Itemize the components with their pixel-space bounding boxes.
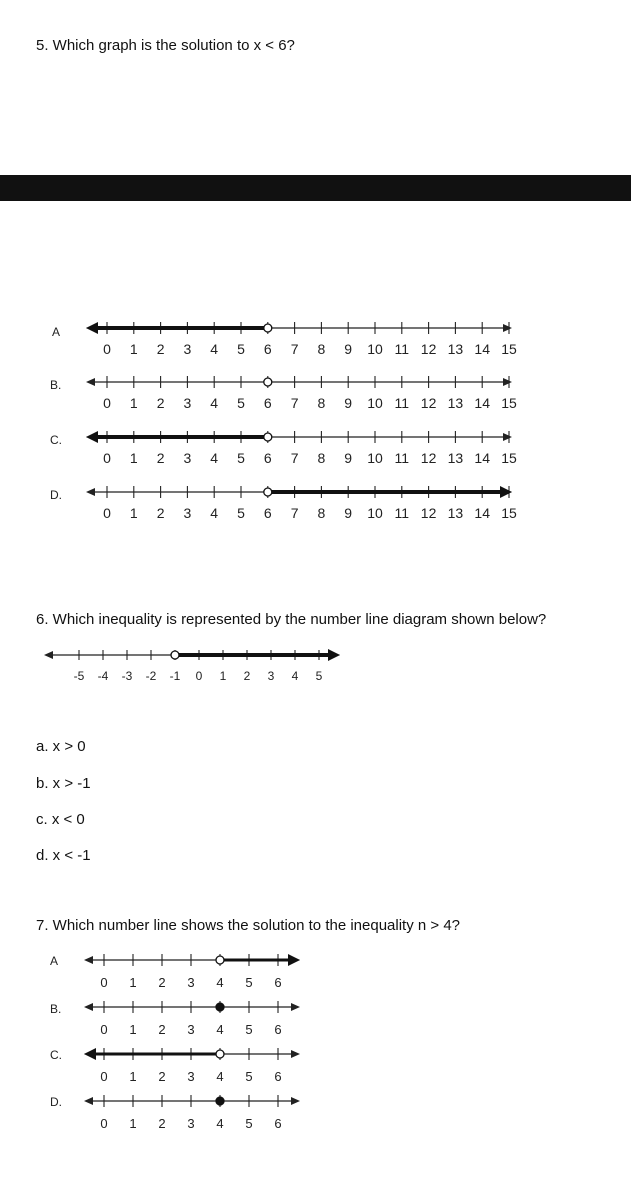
- q7-choice-b-number-line: [80, 997, 310, 1039]
- tick-label: 0: [100, 975, 108, 990]
- question-5-title: 5. Which graph is the solution to x < 6?: [36, 37, 295, 54]
- open-circle-icon: [264, 488, 272, 496]
- right-arrow-icon: [500, 486, 512, 498]
- closed-circle-icon: [216, 1097, 224, 1105]
- right-arrow-icon: [503, 324, 512, 332]
- question-7-title: 7. Which number line shows the solution to the inequality n > 4?: [36, 917, 460, 934]
- tick-label: 8: [317, 505, 326, 521]
- tick-label: 12: [420, 341, 437, 357]
- tick-label: 8: [317, 450, 326, 466]
- tick-label: 15: [501, 505, 517, 521]
- tick-label: 6: [274, 1069, 282, 1084]
- tick-label: -4: [97, 669, 109, 683]
- tick-label: -5: [73, 669, 85, 683]
- tick-label: 1: [129, 505, 138, 521]
- tick-label: 4: [216, 1069, 224, 1084]
- right-arrow-icon: [291, 1050, 300, 1058]
- tick-label: 5: [237, 395, 245, 411]
- open-circle-icon: [264, 378, 272, 386]
- tick-label: 7: [290, 395, 299, 411]
- tick-label: 3: [187, 975, 195, 990]
- right-arrow-icon: [291, 1097, 300, 1105]
- tick-label: 1: [219, 669, 227, 683]
- tick-label: 3: [187, 1069, 195, 1084]
- black-divider-band: [0, 175, 631, 201]
- left-arrow-icon: [86, 488, 95, 496]
- tick-label: 0: [100, 1116, 108, 1131]
- tick-label: 6: [274, 975, 282, 990]
- tick-label: 15: [501, 450, 517, 466]
- q5-choice-a-letter: A: [52, 325, 61, 339]
- q6-number-line: [40, 645, 350, 685]
- tick-label: 5: [237, 505, 245, 521]
- tick-label: 10: [367, 505, 383, 521]
- tick-label: 7: [290, 450, 299, 466]
- open-circle-icon: [264, 324, 272, 332]
- right-arrow-icon: [288, 954, 300, 966]
- tick-label: 2: [156, 341, 165, 357]
- tick-label: 0: [195, 669, 203, 683]
- tick-label: 14: [474, 505, 490, 521]
- q5-choice-b-number-line: [80, 372, 520, 412]
- left-arrow-icon: [44, 651, 53, 659]
- tick-label: 6: [274, 1022, 282, 1037]
- q6-answer-d: d. x < -1: [36, 847, 91, 864]
- tick-label: 3: [187, 1022, 195, 1037]
- tick-label: 5: [245, 1022, 253, 1037]
- left-arrow-icon: [86, 378, 95, 386]
- tick-label: 3: [267, 669, 275, 683]
- tick-label: 7: [290, 341, 299, 357]
- tick-label: 9: [344, 505, 353, 521]
- tick-label: 4: [210, 341, 219, 357]
- closed-circle-icon: [216, 1003, 224, 1011]
- tick-label: 4: [210, 395, 219, 411]
- tick-label: 3: [183, 450, 192, 466]
- tick-label: 9: [344, 395, 353, 411]
- tick-label: 3: [183, 341, 192, 357]
- tick-label: 14: [474, 395, 490, 411]
- q5-choice-a-number-line: [80, 318, 520, 358]
- tick-label: 5: [245, 1116, 253, 1131]
- tick-label: 10: [367, 450, 383, 466]
- tick-label: 14: [474, 450, 490, 466]
- tick-label: 3: [183, 505, 192, 521]
- tick-label: 1: [129, 975, 137, 990]
- right-arrow-icon: [328, 649, 340, 661]
- tick-label: 1: [129, 1116, 137, 1131]
- tick-label: 8: [317, 395, 326, 411]
- tick-label: 10: [367, 341, 383, 357]
- tick-label: 5: [237, 450, 245, 466]
- tick-label: 5: [237, 341, 245, 357]
- open-circle-icon: [171, 651, 179, 659]
- tick-label: 5: [315, 669, 323, 683]
- tick-label: -3: [121, 669, 133, 683]
- q6-answer-a: a. x > 0: [36, 738, 86, 755]
- left-arrow-icon: [84, 956, 93, 964]
- q7-choice-c-letter: C.: [50, 1048, 62, 1062]
- tick-label: 3: [187, 1116, 195, 1131]
- tick-label: 15: [501, 395, 517, 411]
- right-arrow-icon: [291, 1003, 300, 1011]
- tick-label: 6: [263, 395, 272, 411]
- tick-label: 0: [100, 1022, 108, 1037]
- tick-label: 2: [243, 669, 251, 683]
- tick-label: 11: [394, 395, 410, 411]
- tick-label: 4: [216, 1022, 224, 1037]
- q5-choice-c-letter: C.: [50, 433, 62, 447]
- q7-choice-b-letter: B.: [50, 1002, 62, 1016]
- tick-label: 0: [103, 505, 111, 521]
- tick-label: 15: [501, 341, 517, 357]
- right-arrow-icon: [503, 433, 512, 441]
- tick-label: 12: [420, 450, 437, 466]
- tick-label: 6: [274, 1116, 282, 1131]
- tick-label: 1: [129, 341, 138, 357]
- tick-label: 11: [394, 450, 410, 466]
- tick-label: 4: [210, 505, 219, 521]
- q5-choice-d-letter: D.: [50, 488, 62, 502]
- tick-label: 13: [447, 450, 464, 466]
- tick-label: 4: [216, 975, 224, 990]
- right-arrow-icon: [503, 378, 512, 386]
- left-arrow-icon: [84, 1003, 93, 1011]
- tick-label: 2: [156, 505, 165, 521]
- q6-answer-b: b. x > -1: [36, 775, 91, 792]
- q7-choice-a-number-line: [80, 950, 310, 992]
- tick-label: 0: [100, 1069, 108, 1084]
- tick-label: 0: [103, 450, 111, 466]
- tick-label: 14: [474, 341, 490, 357]
- tick-label: -2: [145, 669, 157, 683]
- tick-label: 1: [129, 1069, 137, 1084]
- tick-label: 12: [420, 505, 437, 521]
- tick-label: 3: [183, 395, 192, 411]
- question-6-title: 6. Which inequality is represented by the number line diagram shown below?: [36, 611, 547, 628]
- tick-label: 13: [447, 341, 464, 357]
- tick-label: 2: [158, 1022, 166, 1037]
- tick-label: 1: [129, 395, 138, 411]
- open-circle-icon: [216, 956, 224, 964]
- tick-label: 7: [290, 505, 299, 521]
- tick-label: 4: [210, 450, 219, 466]
- left-arrow-icon: [86, 322, 98, 334]
- open-circle-icon: [216, 1050, 224, 1058]
- tick-label: 9: [344, 450, 353, 466]
- tick-label: 11: [394, 341, 410, 357]
- tick-label: 2: [156, 395, 165, 411]
- q5-choice-b-letter: B.: [50, 378, 62, 392]
- tick-label: 4: [216, 1116, 224, 1131]
- tick-label: 11: [394, 505, 410, 521]
- tick-label: 10: [367, 395, 383, 411]
- tick-label: 6: [263, 341, 272, 357]
- q7-choice-d-letter: D.: [50, 1095, 62, 1109]
- tick-label: 0: [103, 341, 111, 357]
- tick-label: 5: [245, 1069, 253, 1084]
- tick-label: 8: [317, 341, 326, 357]
- tick-label: 13: [447, 395, 464, 411]
- tick-label: 6: [263, 450, 272, 466]
- tick-label: 2: [158, 1116, 166, 1131]
- q6-answer-c: c. x < 0: [36, 811, 85, 828]
- left-arrow-icon: [84, 1048, 96, 1060]
- tick-label: 4: [291, 669, 299, 683]
- tick-label: -1: [169, 669, 181, 683]
- tick-label: 2: [158, 975, 166, 990]
- tick-label: 9: [344, 341, 353, 357]
- tick-label: 12: [420, 395, 437, 411]
- open-circle-icon: [264, 433, 272, 441]
- tick-label: 5: [245, 975, 253, 990]
- tick-label: 1: [129, 450, 138, 466]
- left-arrow-icon: [86, 431, 98, 443]
- tick-label: 1: [129, 1022, 137, 1037]
- tick-label: 2: [158, 1069, 166, 1084]
- left-arrow-icon: [84, 1097, 93, 1105]
- tick-label: 0: [103, 395, 111, 411]
- q7-choice-c-number-line: [80, 1044, 310, 1086]
- q5-choice-d-number-line: [80, 482, 520, 522]
- tick-label: 13: [447, 505, 464, 521]
- q7-choice-a-letter: A: [50, 954, 59, 968]
- tick-label: 2: [156, 450, 165, 466]
- tick-label: 6: [263, 505, 272, 521]
- q7-choice-d-number-line: [80, 1091, 310, 1133]
- q5-choice-c-number-line: [80, 427, 520, 467]
